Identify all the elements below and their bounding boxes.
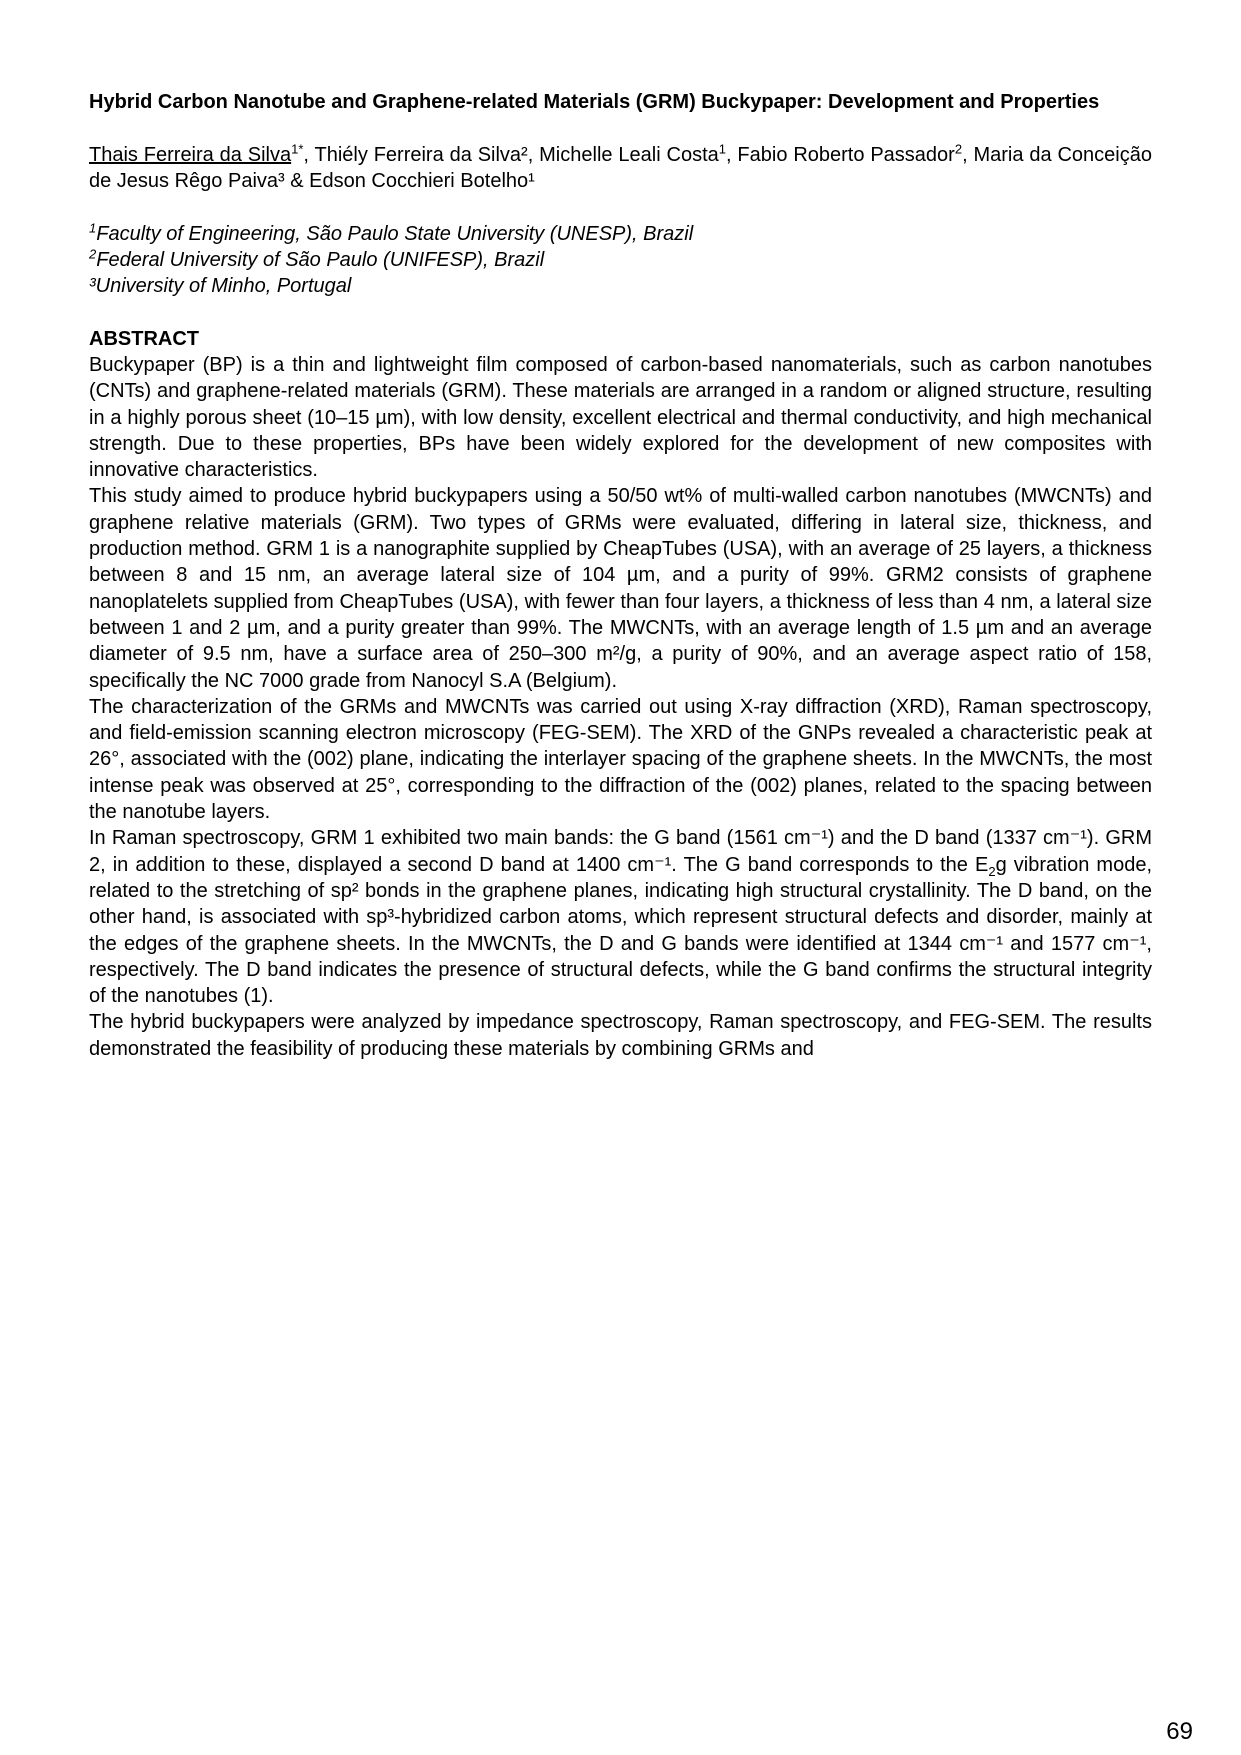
page-number: 69 — [1166, 1718, 1193, 1745]
abstract-paragraph-4 — [89, 825, 1152, 1009]
author-superscript-3: 2 — [954, 141, 963, 157]
affiliation-superscript: 2 — [89, 246, 97, 262]
affiliation-list — [89, 221, 1152, 299]
abstract-paragraph-5: The hybrid buckypapers were analyzed by impedance spectroscopy, Raman spectroscopy, and FEG-SEM. The results demonstrated the feasibility of producing these materials by combining GRMs and — [89, 1011, 1152, 1060]
paragraph-4-part-b: g vibration mode, related to the stretching of sp² bonds in the graphene planes, indicating high structural crystallinity. The D band, on the other hand, is associated with sp³-hybridized carbon atoms, which represent structural defects and disorder, mainly at the edges of the graphene sheets. In the MWCNTs, the D and G bands were identified at 1344 cm⁻¹ and 1577 cm⁻¹, respectively. The D band indicates the presence of structural defects, while the G band confirms the structural integrity of the nanotubes (1). — [89, 853, 1153, 1008]
author-text-3: , Fabio Roberto Passador — [725, 144, 955, 166]
document-page — [89, 89, 1152, 1062]
author-list — [89, 142, 1152, 194]
author-superscript-2: 1 — [718, 141, 726, 157]
abstract-paragraph-2: This study aimed to produce hybrid buckypapers using a 50/50 wt% of multi-walled carbon nanotubes (MWCNTs) and graphene relative materials (GRM). Two types of GRMs were evaluated, differing in lateral size, thickness, and production method. GRM 1 is a nanographite supplied by CheapTubes (USA), with an average of 25 layers, a thickness between 8 and 15 nm, an average lateral size of 104 µm, and a purity of 99%. GRM2 consists of graphene nanoplatelets supplied from CheapTubes (USA), with fewer than four layers, a thickness of less than 4 nm, a lateral size between 1 and 2 µm, and a purity greater than 99%. The MWCNTs, with an average length of 1.5 µm and an average diameter of 9.5 nm, have a surface area of 250–300 m²/g, a purity of 90%, and an average aspect ratio of 158, specifically the NC 7000 grade from Nanocyl S.A (Belgium). — [89, 485, 1152, 692]
paragraph-4-part-a: In Raman spectroscopy, GRM 1 exhibited two main bands: the G band (1561 cm⁻¹) and the D band (1337 cm⁻¹). GRM 2, in addition to these, displayed a second D band at 1400 cm⁻¹. The G band corresponds to the E — [89, 827, 1152, 876]
abstract-heading: ABSTRACT — [89, 328, 199, 350]
paper-title: Hybrid Carbon Nanotube and Graphene-related Materials (GRM) Buckypaper: Development and Properties — [89, 91, 1100, 113]
paragraph-4-subscript: 2 — [988, 863, 996, 879]
author-text-2: , Thiély Ferreira da Silva², Michelle Leali Costa — [303, 144, 719, 166]
abstract-paragraph-3: The characterization of the GRMs and MWCNTs was carried out using X-ray diffraction (XRD), Raman spectroscopy, and field-emission scanning electron microscopy (FEG-SEM). The XRD of the GNPs revealed a characteristic peak at 26°, associated with the (002) plane, indicating the interlayer spacing of the graphene sheets. In the MWCNTs, the most intense peak was observed at 25°, corresponding to the diffraction of the (002) planes, related to the spacing between the nanotube layers. — [89, 695, 1152, 824]
first-author-superscript: 1* — [291, 141, 304, 157]
author-text-4: , Maria da Conceição de Jesus Rêgo Paiva³ & Edson Cocchieri Botelho¹ — [89, 144, 1152, 192]
affiliation-text: Federal University of São Paulo (UNIFESP), Brazil — [96, 249, 545, 271]
affiliation-item — [89, 221, 1152, 247]
affiliation-item — [89, 273, 1152, 299]
affiliation-text: ³University of Minho, Portugal — [89, 275, 352, 297]
affiliation-item — [89, 247, 1152, 273]
affiliation-superscript: 1 — [89, 220, 97, 236]
first-author-name: Thais Ferreira da Silva — [89, 144, 292, 166]
abstract-paragraph-1: Buckypaper (BP) is a thin and lightweight film composed of carbon-based nanomaterials, such as carbon nanotubes (CNTs) and graphene-related materials (GRM). These materials are arranged in a random or aligned structure, resulting in a highly porous sheet (10–15 µm), with low density, excellent electrical and thermal conductivity, and high mechanical strength. Due to these properties, BPs have been widely explored for the development of new composites with innovative characteristics. — [89, 354, 1152, 482]
affiliation-text: Faculty of Engineering, São Paulo State University (UNESP), Brazil — [96, 223, 694, 245]
